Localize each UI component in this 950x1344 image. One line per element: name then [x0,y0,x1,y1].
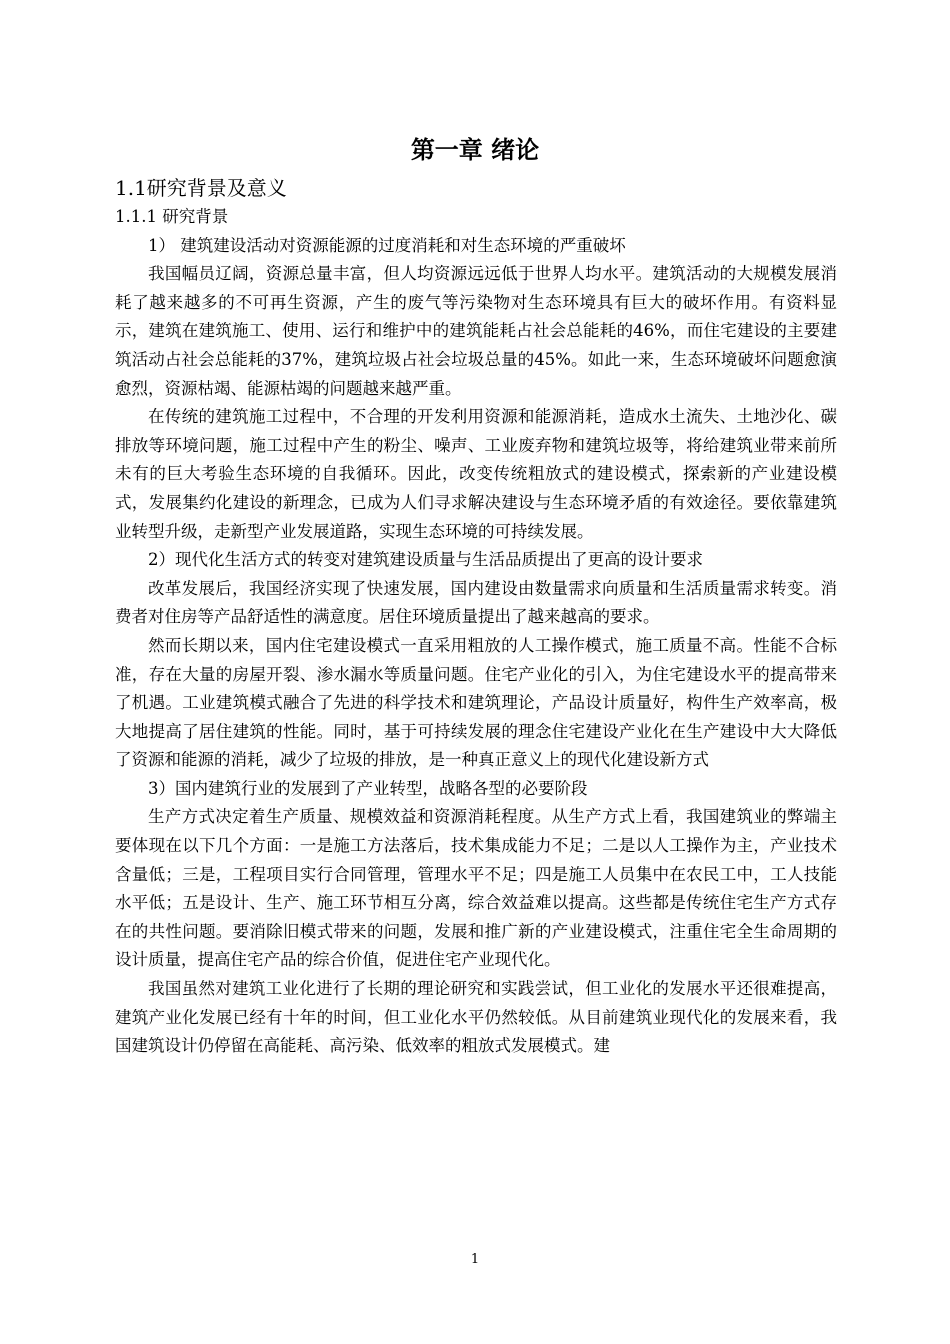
paragraph: 然而长期以来，国内住宅建设模式一直采用粗放的人工操作模式，施工质量不高。性能不合标准，存在大量的房屋开裂、渗水漏水等质量问题。住宅产业化的引入，为住宅建设水平的提高带来了机遇。工业建筑模式融合了先进的科学技术和建筑理论，产品设计质量好，构件生产效率高，极大地提高了居住建筑的性能。同时，基于可持续发展的理念住宅建设产业化在生产建设中大大降低了资源和能源的消耗，减少了垃圾的排放，是一种真正意义上的现代化建设新方式 [115,635,837,770]
subsection-heading: 1.1.1 研究背景 [115,207,229,226]
paragraph: 1） 建筑建设活动对资源能源的过度消耗和对生态环境的严重破坏 [148,235,626,255]
paragraph: 我国虽然对建筑工业化进行了长期的理论研究和实践尝试，但工业化的发展水平还很难提高，建筑产业化发展已经有十年的时间，但工业化水平仍然较低。从目前建筑业现代化的发展来看，我国建筑设计仍停留在高能耗、高污染、低效率的粗放式发展模式。建 [115,979,837,1056]
paragraph: 我国幅员辽阔，资源总量丰富，但人均资源远远低于世界人均水平。建筑活动的大规模发展消耗了越来越多的不可再生资源，产生的废气等污染物对生态环境具有巨大的破坏作用。有资料显示，建筑在建筑施工、使用、运行和维护中的建筑能耗占社会总能耗的46%，而住宅建设的主要建筑活动占社会总能耗的37%，建筑垃圾占社会垃圾总量的45%。如此一来，生态环境破坏问题愈演愈烈，资源枯竭、能源枯竭的问题越来越严重。 [115,264,837,398]
paragraph: 改革发展后，我国经济实现了快速发展，国内建设由数量需求向质量和生活质量需求转变。消费者对住房等产品舒适性的满意度。居住环境质量提出了越来越高的要求。 [115,578,837,627]
page-number: 1 [470,1252,480,1267]
paragraph: 3）国内建筑行业的发展到了产业转型，战略各型的必要阶段 [148,778,588,798]
chapter-title: 第一章 绪论 [410,136,540,164]
paragraph: 生产方式决定着生产质量、规模效益和资源消耗程度。从生产方式上看，我国建筑业的弊端主要体现在以下几个方面：一是施工方法落后，技术集成能力不足；二是以人工操作为主，产业技术含量低；三是，工程项目实行合同管理，管理水平不足；四是施工人员集中在农民工中，工人技能水平低；五是设计、生产、施工环节相互分离，综合效益难以提高。这些都是传统住宅生产方式存在的共性问题。要消除旧模式带来的问题，发展和推广新的产业建设模式，注重住宅全生命周期的设计质量，提高住宅产品的综合价值，促进住宅产业现代化。 [115,807,837,970]
paragraph: 在传统的建筑施工过程中，不合理的开发利用资源和能源消耗，造成水土流失、土地沙化、碳排放等环境问题，施工过程中产生的粉尘、噪声、工业废弃物和建筑垃圾等，将给建筑业带来前所未有的巨大考验生态环境的自我循环。因此，改变传统粗放式的建设模式，探索新的产业建设模式，发展集约化建设的新理念，已成为人们寻求解决建设与生态环境矛盾的有效途径。要依靠建筑业转型升级，走新型产业发展道路，实现生态环境的可持续发展。 [115,407,837,541]
body-text [115,203,837,1061]
section-heading: 1.1研究背景及意义 [115,176,287,200]
paragraph: 2）现代化生活方式的转变对建筑建设质量与生活品质提出了更高的设计要求 [148,550,703,570]
